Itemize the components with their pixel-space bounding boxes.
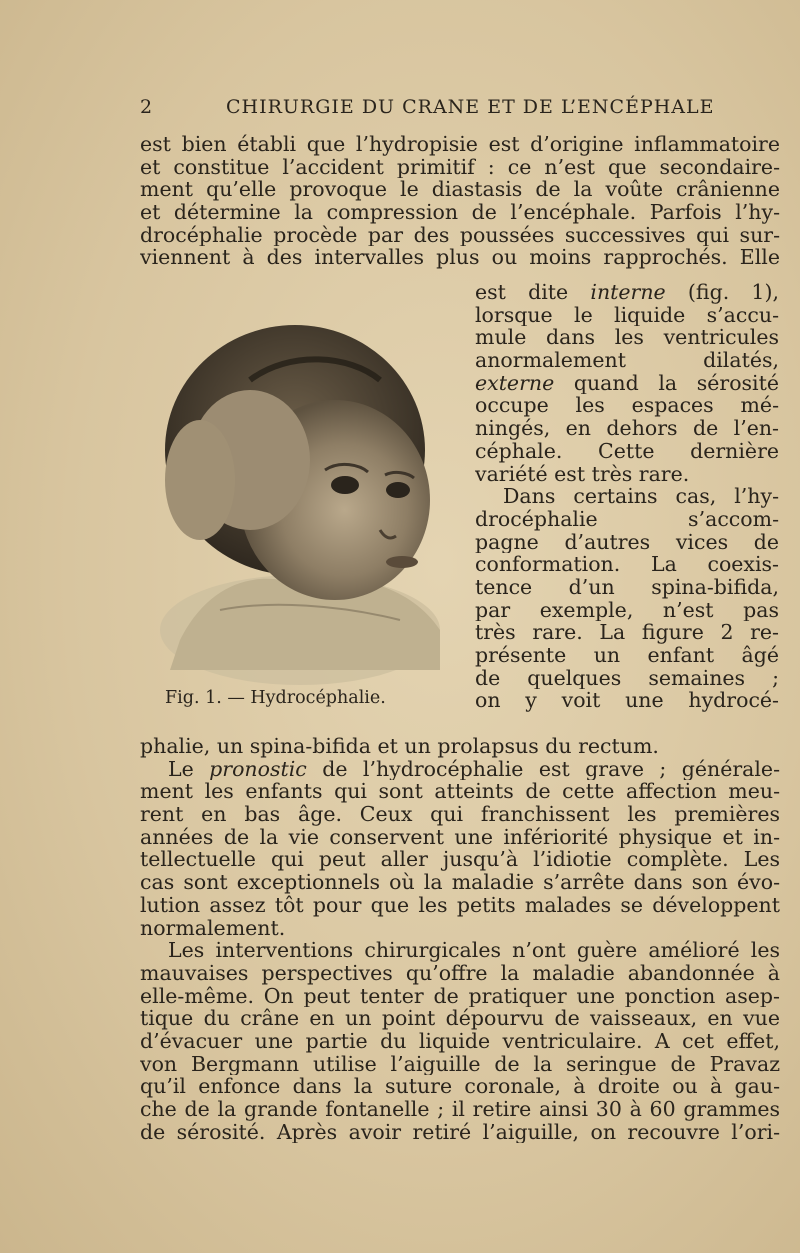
text-line [140,758,780,781]
text-line: drocéphalie procède par des poussées successives qui sur- [140,223,780,247]
text-line: tique du crâne en un point dépourvu de vaisseaux, en vue [140,1007,780,1030]
text-run: est dite [475,281,591,304]
text-line: anormalement dilatés, [475,349,779,372]
text-line: rent en bas âge. Ceux qui franchissent les premières [140,803,780,826]
text-run: Le [168,757,210,781]
text-line: tence d’un spina-bifida, [475,575,779,599]
text-line: conformation. La coexis- [475,553,779,576]
text-line: céphale. Cette dernière [475,439,779,463]
text-line: et détermine la compression de l’encéphale. Parfois l’hy- [140,201,780,224]
text-line: présente un enfant âgé [475,644,779,667]
text-line: pagne d’autres vices de [475,530,779,554]
text-line: mule dans les ventricules [475,326,779,350]
emphasis-pronostic: pronostic [209,757,307,781]
bottom-paragraphs [140,735,780,1143]
text-line: che de la grande fontanelle ; il retire ainsi 30 à 60 grammes [140,1098,780,1121]
text-line: tellectuelle qui peut aller jusqu’à l’idiotie complète. Les [140,848,780,872]
text-line: mauvaises perspectives qu’offre la maladie abandonnée à [140,961,780,985]
text-line: phalie, un spina-bifida et un prolapsus du rectum. [140,735,659,758]
text-line: occupe les espaces mé- [475,394,779,418]
text-line: d’évacuer une partie du liquide ventriculaire. A cet effet, [140,1029,780,1053]
side-column-text [475,281,779,712]
page-header [140,96,780,126]
text-line: drocéphalie s’accom- [475,507,779,531]
figure-caption: Fig. 1. — Hydrocéphalie. [165,688,386,708]
text-run: de l’hydrocéphalie est grave ; générale- [306,757,780,781]
top-paragraph [140,133,780,269]
emphasis-externe: externe [475,371,555,395]
text-line: de quelques semaines ; [475,666,779,690]
text-line: elle-même. On peut tenter de pratiquer une ponction asep- [140,984,780,1008]
text-line: lorsque le liquide s’accu- [475,303,779,327]
emphasis-interne: interne [590,281,666,304]
text-line: qu’il enfonce dans la suture coronale, à droite ou à gau- [140,1075,780,1098]
text-line: de sérosité. Après avoir retiré l’aiguille, on recouvre l’ori- [140,1120,780,1144]
running-title: CHIRURGIE DU CRANE ET DE L’ENCÉPHALE [226,96,715,118]
text-line: Les interventions chirurgicales n’ont guère amélioré les [168,939,780,962]
figure-1-photo [140,300,460,690]
infant-portrait-illustration [140,300,460,690]
text-line: von Bergmann utilise l’aiguille de la seringue de Pravaz [140,1052,780,1076]
text-line: années de la vie conservent une infériorité physique et in- [140,825,780,849]
text-line: cas sont exceptionnels où la maladie s’arrête dans son évo- [140,871,780,894]
text-line: normalement. [140,916,286,940]
text-line: est bien établi que l’hydropisie est d’origine inflammatoire [140,133,780,156]
text-line: ment les enfants qui sont atteints de cette affection meu- [140,780,780,804]
text-line: variété est très rare. [475,462,690,486]
text-line: ningés, en dehors de l’en- [475,417,779,440]
text-line: très rare. La figure 2 re- [475,621,779,644]
text-line [475,372,779,395]
text-line: on y voit une hydrocé- [475,689,779,713]
text-run: quand la sérosité [554,371,779,395]
text-line [475,281,779,304]
text-line: lution assez tôt pour que les petits malades se développent [140,893,780,917]
page-number: 2 [140,96,153,118]
text-line: ment qu’elle provoque le diastasis de la voûte crânienne [140,178,780,202]
text-run: (fig. 1), [665,281,779,304]
text-line: Dans certains cas, l’hy- [503,485,779,508]
text-line: viennent à des intervalles plus ou moins rapprochés. Elle [140,246,780,270]
text-line: par exemple, n’est pas [475,598,779,622]
text-line: et constitue l’accident primitif : ce n’est que secondaire- [140,155,780,179]
